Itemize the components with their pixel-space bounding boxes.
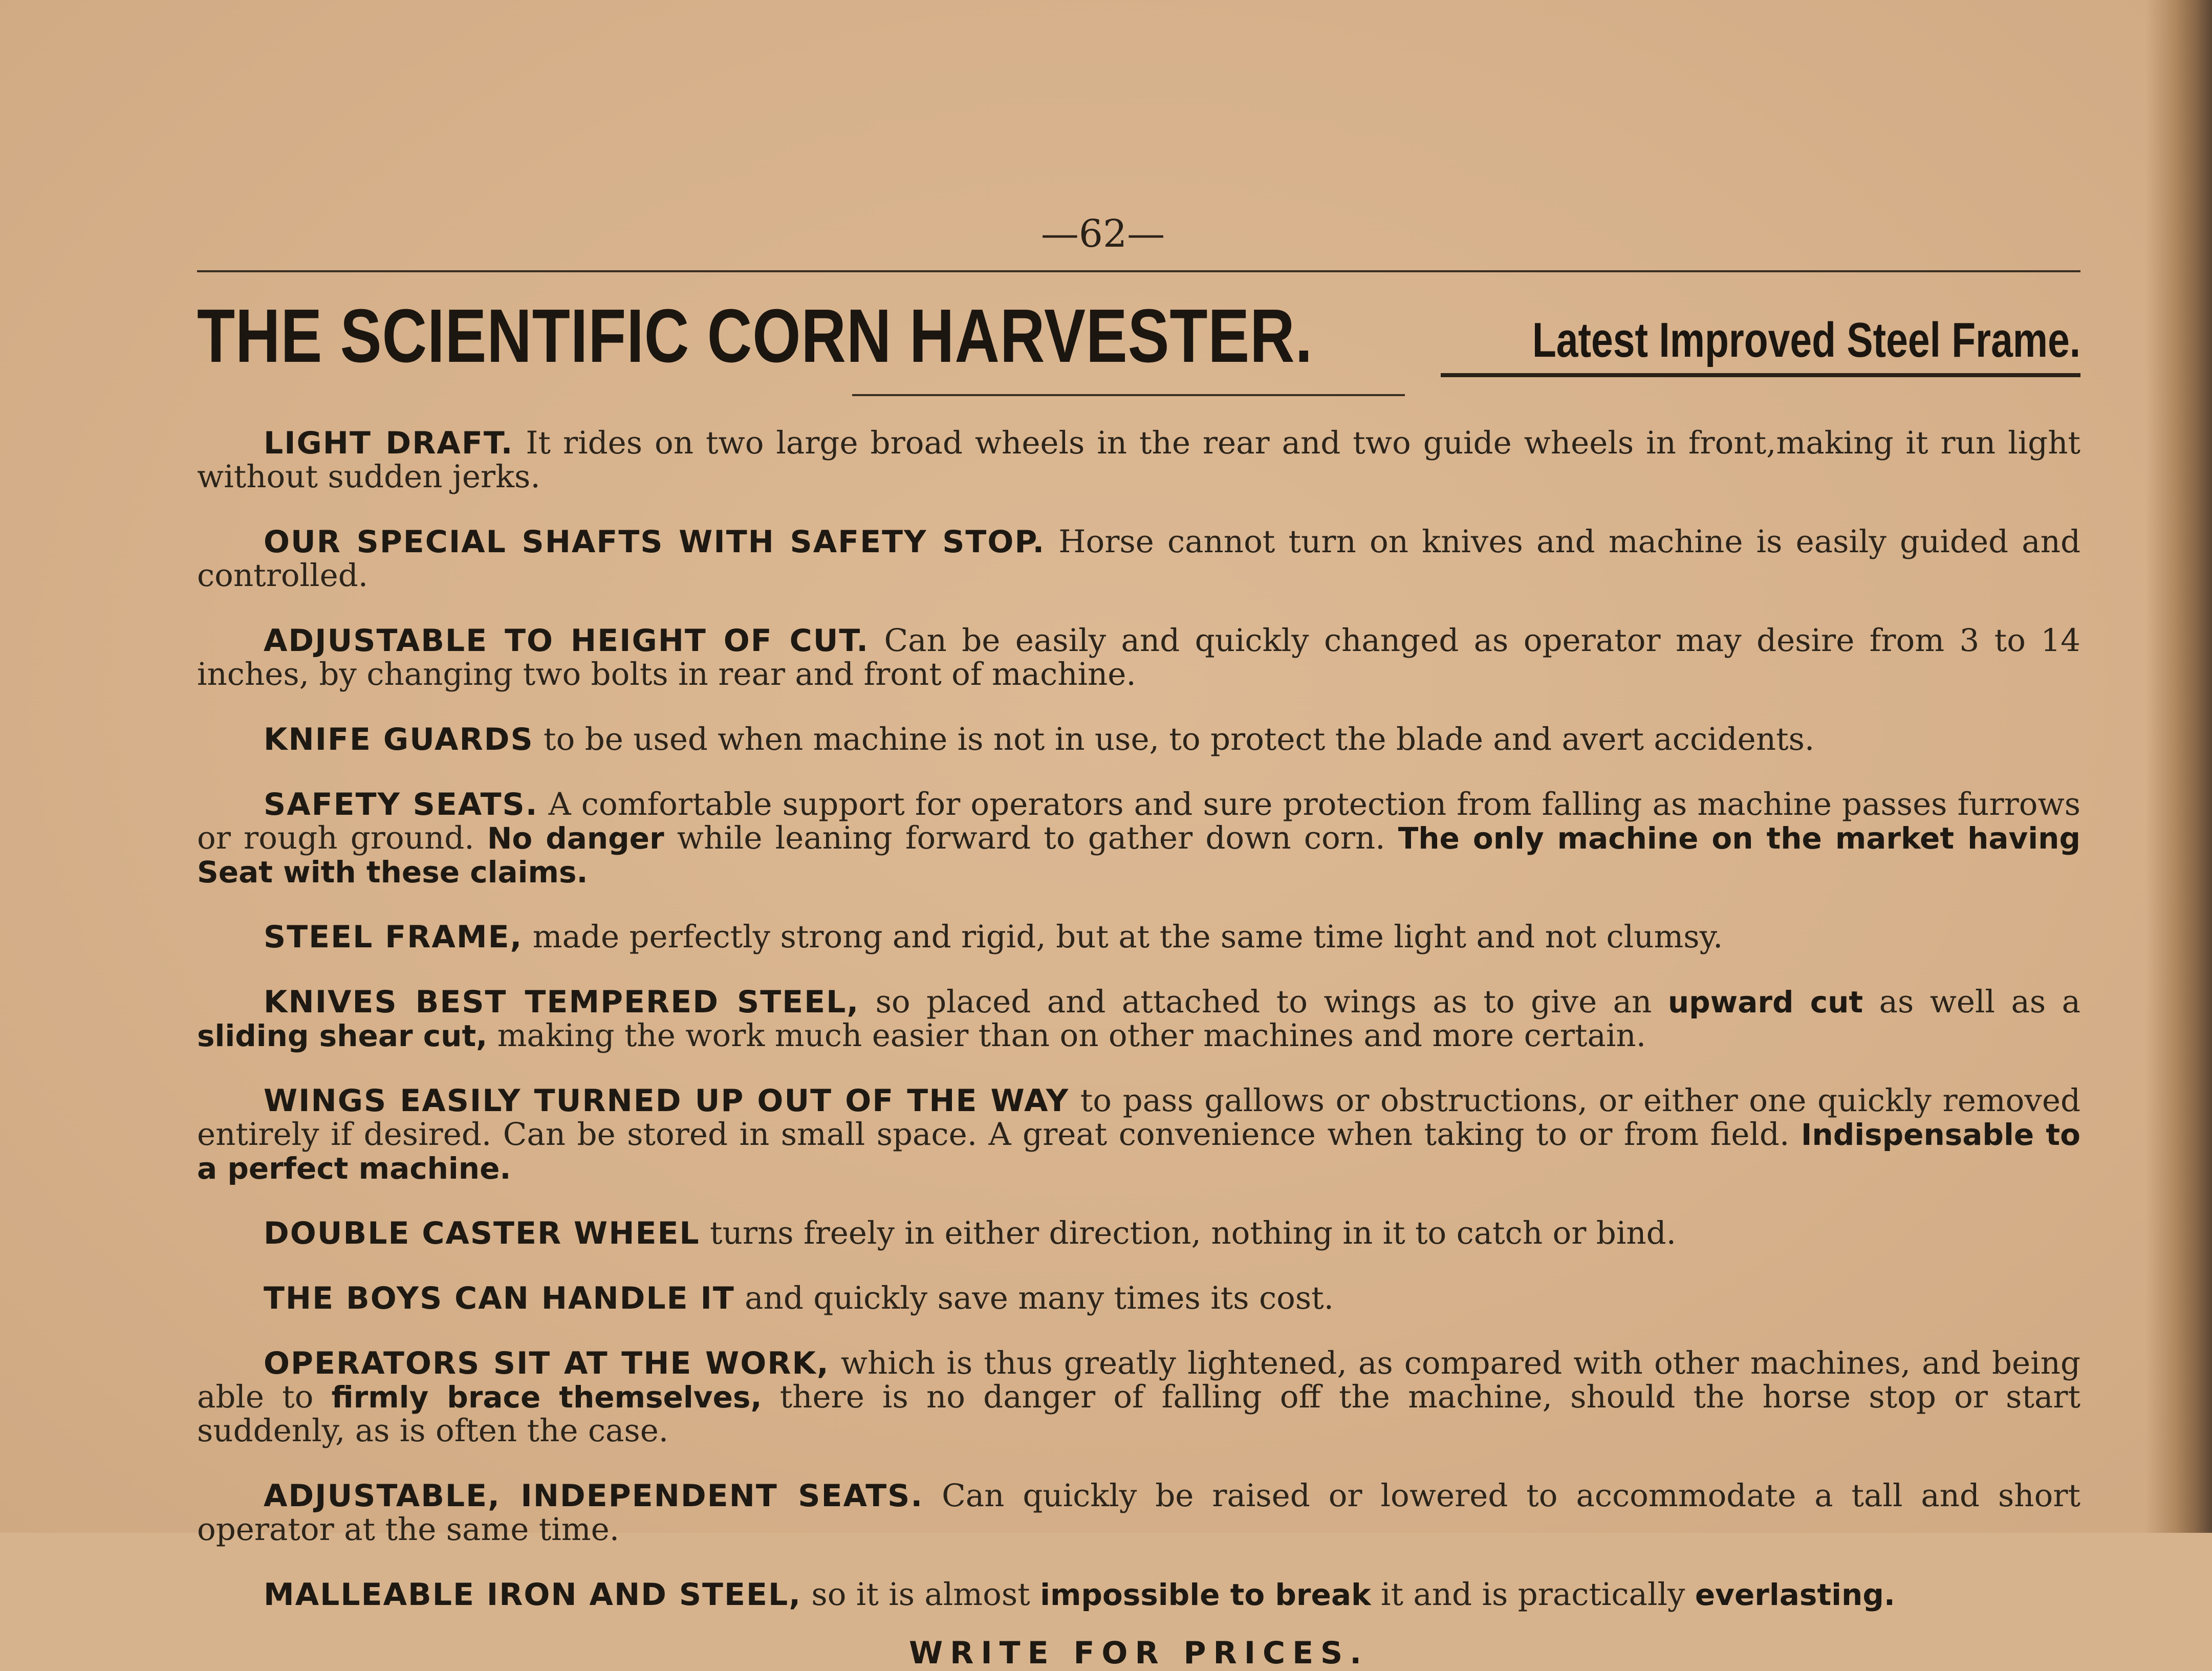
- paragraph-text: as well as a: [1863, 984, 2081, 1020]
- page-subtitle: Latest Improved Steel Frame.: [1532, 313, 2080, 367]
- paragraph-text: there is no danger of falling off the machine, should the horse stop or start suddenly, as is often the case.: [197, 1379, 2080, 1449]
- emphasis-text: upward cut: [1667, 985, 1863, 1019]
- paragraph-caster-wheel: [197, 1217, 2080, 1250]
- paragraph-text: Horse cannot turn on knives and machine is easily guided and controlled.: [197, 524, 2080, 594]
- paragraph-heading: OPERATORS SIT AT THE WORK,: [264, 1346, 830, 1381]
- paragraph-text: made perfectly strong and rigid, but at the same time light and not clumsy.: [523, 919, 1723, 955]
- paragraph-heading: LIGHT DRAFT.: [264, 425, 514, 461]
- paragraph-heading: SAFETY SEATS.: [264, 787, 538, 822]
- paragraph-heading: THE BOYS CAN HANDLE IT: [264, 1281, 735, 1316]
- paragraph-independent-seats: [197, 1479, 2080, 1547]
- subtitle-underline: [1441, 373, 2080, 377]
- paragraph-malleable-iron: [197, 1578, 2080, 1612]
- paragraph-heading: MALLEABLE IRON AND STEEL,: [264, 1577, 801, 1613]
- paragraph-heading: KNIFE GUARDS: [264, 722, 534, 757]
- paragraph-text: turns freely in either direction, nothing in it to catch or bind.: [700, 1215, 1677, 1251]
- paragraph-steel-frame: [197, 920, 2080, 954]
- paragraph-text: to pass gallows or obstructions, or either one quickly removed entirely if desired. Can be stored in small space. A great convenience when taking to or from field.: [197, 1082, 2080, 1153]
- emphasis-text: No danger: [487, 821, 664, 856]
- emphasis-text: Indispensable to a perfect machine.: [197, 1117, 2080, 1186]
- paragraph-text: while leaning forward to gather down corn.: [664, 820, 1398, 856]
- paragraph-text: which is thus greatly lightened, as compared with other machines, and being able to: [197, 1345, 2080, 1415]
- paragraph-text: to be used when machine is not in use, to protect the blade and avert accidents.: [533, 721, 1815, 757]
- emphasis-text: everlasting.: [1695, 1577, 1895, 1612]
- paragraph-knives: [197, 985, 2080, 1053]
- feature-list: [197, 426, 2080, 1612]
- emphasis-text: The only machine on the market having Seat with these claims.: [197, 821, 2080, 889]
- paragraph-text: Can be easily and quickly changed as operator may desire from 3 to 14 inches, by changing two bolts in rear and front of machine.: [197, 622, 2080, 692]
- emphasis-text: firmly brace themselves,: [331, 1380, 762, 1415]
- paragraph-knife-guards: [197, 723, 2080, 756]
- page-title: THE SCIENTIFIC CORN HARVESTER.: [197, 294, 1313, 378]
- paragraph-text: A comfortable support for operators and sure protection from falling as machine passes furrows or rough ground.: [197, 786, 2081, 856]
- paragraph-heading: STEEL FRAME,: [264, 919, 523, 955]
- paragraph-heading: DOUBLE CASTER WHEEL: [264, 1216, 700, 1251]
- paragraph-text: Can quickly be raised or lowered to accommodate a tall and short operator at the same time.: [197, 1478, 2080, 1548]
- page-number: —62—: [1040, 212, 1165, 256]
- page-edge-shadow: [2145, 0, 2212, 1533]
- emphasis-text: impossible to break: [1040, 1577, 1371, 1612]
- paragraph-text: so placed and attached to wings as to give an: [859, 984, 1668, 1020]
- paragraph-light-draft: [197, 426, 2080, 494]
- paragraph-text: so it is almost: [801, 1576, 1040, 1613]
- paragraph-boys: [197, 1282, 2080, 1315]
- emphasis-text: sliding shear cut,: [197, 1018, 488, 1053]
- paragraph-heading: ADJUSTABLE, INDEPENDENT SEATS.: [264, 1478, 924, 1514]
- paragraph-heading: KNIVES BEST TEMPERED STEEL,: [264, 984, 860, 1020]
- footer-call-to-action: WRITE FOR PRICES.: [908, 1635, 1369, 1671]
- paragraph-operators: [197, 1347, 2080, 1448]
- paragraph-heading: ADJUSTABLE TO HEIGHT OF CUT.: [264, 623, 870, 659]
- paragraph-shafts: [197, 525, 2080, 593]
- paragraph-heading: WINGS EASILY TURNED UP OUT OF THE WAY: [264, 1083, 1070, 1119]
- paragraph-safety-seats: [197, 788, 2080, 889]
- paragraph-heading: OUR SPECIAL SHAFTS WITH SAFETY STOP.: [264, 524, 1046, 560]
- title-divider: [852, 394, 1405, 396]
- paragraph-text: It rides on two large broad wheels in the rear and two guide wheels in front,making it run light without sudden jerks.: [197, 425, 2080, 495]
- paragraph-wings: [197, 1084, 2080, 1185]
- title-row: [197, 272, 2080, 395]
- paragraph-text: making the work much easier than on other machines and more certain.: [487, 1017, 1646, 1054]
- paragraph-text: it and is practically: [1371, 1576, 1695, 1613]
- paragraph-adjustable-height: [197, 624, 2080, 691]
- paragraph-text: and quickly save many times its cost.: [734, 1280, 1334, 1316]
- page-content: [197, 212, 2081, 1671]
